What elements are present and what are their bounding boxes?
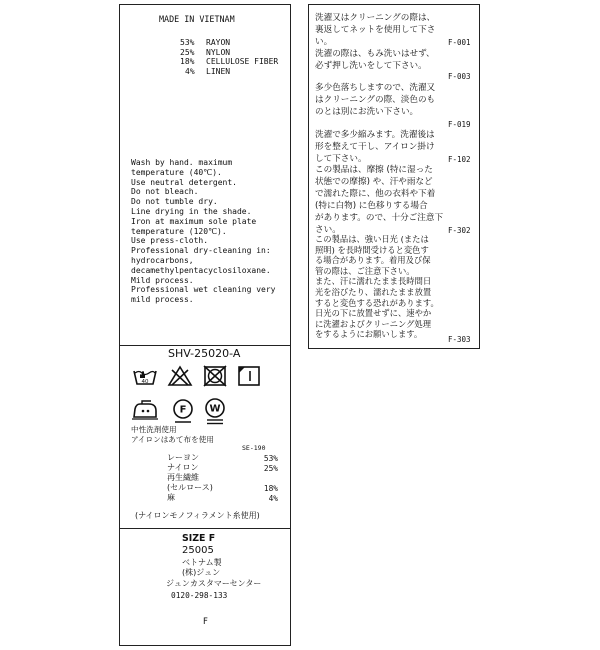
care-line: mild process. [131, 295, 194, 305]
line-dry-shade-icon [236, 365, 262, 387]
care-line: Professional wet cleaning very [131, 285, 276, 295]
jp-note: アイロンはあて布を使用 [131, 434, 214, 444]
note-line: 形を整えて干し、アイロン掛け [315, 142, 435, 152]
note-code: F-303 [448, 335, 471, 344]
note-line: い。 [315, 37, 333, 47]
note-line: 洗濯又はクリーニングの際は、 [315, 13, 436, 23]
note-line: この製品は、摩擦 (特に湿った [315, 165, 433, 175]
composition-fiber: CELLULOSE FIBER [206, 57, 279, 66]
composition-percent: 4% [185, 66, 195, 76]
divider [120, 345, 290, 346]
note-line: (特に白物) に色移りする場合 [315, 201, 428, 211]
note-code: F-019 [448, 120, 471, 129]
note-code: F-003 [448, 72, 471, 81]
jp-nylon-note: (ナイロンモノフィラメント糸使用) [135, 511, 260, 520]
note-code: F-102 [448, 155, 471, 164]
note-line: に洗濯およびクリーニング処理 [315, 318, 431, 329]
care-line: Iron at maximum sole plate [131, 216, 257, 226]
note-line: る場合があります。着用及び保 [315, 255, 431, 266]
composition-percent: 18% [180, 57, 195, 66]
composition-percent: 53% [180, 38, 195, 47]
note-code: F-001 [448, 38, 471, 47]
note-line: 裏返してネットを使用して下さ [315, 25, 436, 35]
note-line: 洗濯の際は、もみ洗いはせず、 [315, 49, 435, 59]
note-line: また、汗に濡れたまま長時間日 [315, 276, 432, 287]
note-line: で濡れた際に、他の衣料や下着 [315, 189, 436, 199]
jp-fiber: (セルロース) [167, 483, 213, 492]
jp-percent: 18% [263, 484, 278, 493]
composition-fiber: NYLON [206, 47, 231, 57]
note-line: をするようにお願いします。 [315, 329, 423, 340]
care-line: hydrocarbons, [131, 256, 194, 265]
dry-clean-f-mild-icon [170, 398, 196, 424]
composition-fiber: RAYON [206, 38, 231, 47]
jp-fiber: 麻 [167, 493, 175, 502]
product-number: 25005 [182, 545, 214, 556]
care-line: temperature (120℃). [131, 226, 227, 236]
composition-percent: 25% [180, 47, 195, 57]
note-line: はクリーニングの際、淡色のも [315, 95, 436, 105]
phone-number: 0120-298-133 [171, 591, 228, 600]
note-line: して下さい。 [315, 154, 367, 164]
jp-note: 中性洗剤使用 [131, 425, 177, 434]
jp-percent: 53% [263, 454, 278, 463]
note-line: があります。ので、十分ご注意下 [315, 213, 444, 223]
composition-fiber: LINEN [206, 66, 231, 76]
note-line: さい。 [315, 225, 341, 235]
note-line: 光を浴びたり、濡れたまま放置 [315, 287, 432, 297]
svg-text:40: 40 [141, 379, 149, 385]
divider [120, 528, 290, 529]
jp-fiber: 再生繊維 [167, 473, 199, 482]
hand-wash-40-icon [132, 365, 158, 387]
company-name: (株)ジュン [182, 568, 221, 577]
svg-text:F: F [179, 404, 187, 416]
size-label: SIZE F [182, 533, 216, 544]
note-line: すると変色する恐れがあります。 [315, 297, 439, 308]
wet-clean-w-very-mild-icon [202, 398, 228, 426]
made-in-text: MADE IN VIETNAM [159, 14, 235, 24]
note-line: この製品は、強い日光 (または [315, 234, 429, 244]
care-line: Use neutral detergent. [131, 177, 237, 187]
note-line: のとは別にお洗い下さい。 [315, 107, 419, 117]
care-line: decamethylpentacyclosiloxane. [131, 265, 271, 275]
note-line: 多少色落ちしますので、洗濯又 [315, 83, 436, 93]
note-line: 必ず押し洗いをして下さい。 [315, 61, 427, 71]
note-line: 状態での摩擦) や、汗や雨など [315, 177, 433, 187]
care-line: Wash by hand. maximum [131, 158, 233, 167]
iron-medium-press-cloth-icon [130, 398, 160, 422]
note-line: 日光の下に放置せずに、速やか [315, 308, 432, 319]
svg-text:W: W [209, 403, 221, 415]
care-line: Mild process. [131, 275, 194, 285]
jp-fiber: ナイロン [167, 463, 199, 472]
se-code: SE-190 [242, 444, 266, 452]
jp-country: ベトナム製 [182, 558, 222, 567]
care-line: temperature (40℃). [131, 167, 222, 177]
care-line: Professional dry-cleaning in: [131, 246, 271, 256]
bottom-size: F [203, 617, 208, 627]
style-code: SHV-25020-A [168, 347, 241, 360]
care-line: Use press-cloth. [131, 236, 209, 246]
care-label-right [308, 4, 480, 349]
note-line: 照明) を長時間受けると変色す [315, 244, 429, 255]
customer-center: ジュンカスタマーセンター [166, 579, 262, 588]
jp-fiber: レーヨン [167, 453, 199, 462]
no-tumble-dry-icon [202, 365, 228, 387]
no-bleach-icon [167, 365, 193, 387]
care-line: Do not bleach. [131, 187, 199, 197]
care-line: Do not tumble dry. [131, 197, 218, 207]
jp-percent: 25% [263, 464, 278, 473]
care-line: Line drying in the shade. [131, 207, 252, 216]
note-line: 洗濯で多少縮みます。洗濯後は [315, 130, 435, 140]
note-line: 管の際は、ご注意下さい。 [315, 265, 415, 276]
care-label-left [119, 4, 291, 646]
jp-percent: 4% [268, 494, 278, 503]
note-code: F-302 [448, 226, 471, 235]
